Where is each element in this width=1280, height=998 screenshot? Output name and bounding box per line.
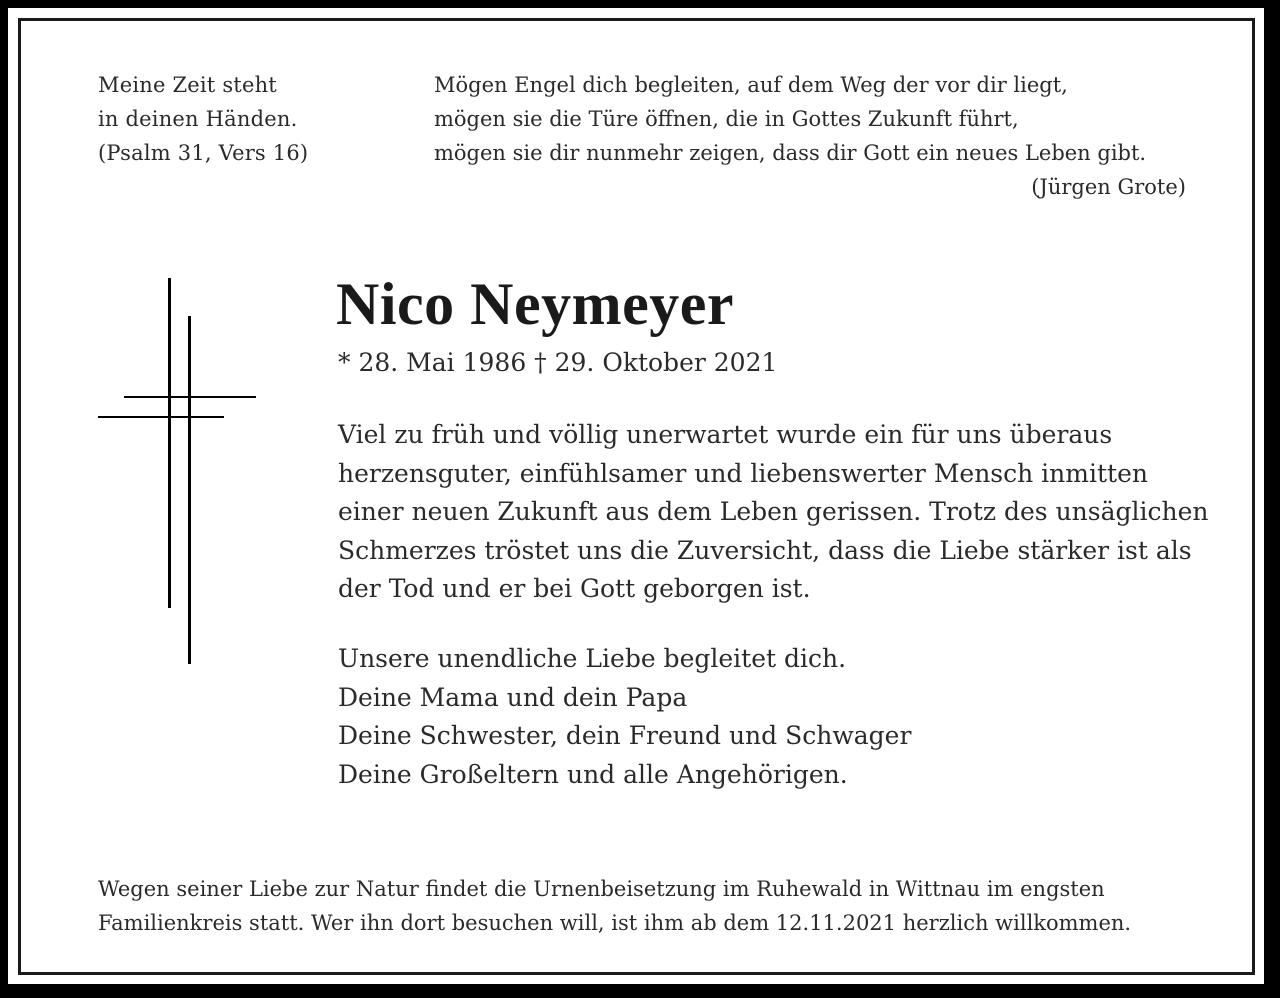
- psalm-line: in deinen Händen.: [98, 107, 298, 131]
- message-line: der Tod und er bei Gott geborgen ist.: [338, 574, 811, 603]
- psalm-reference: (Psalm 31, Vers 16): [98, 141, 309, 165]
- burial-notice: [98, 872, 1131, 940]
- family-line: Deine Großeltern und alle Angehörigen.: [338, 759, 848, 789]
- poem-line: Mögen Engel dich begleiten, auf dem Weg der vor dir liegt,: [434, 73, 1068, 97]
- family-line: Deine Mama und dein Papa: [338, 682, 688, 712]
- obituary-card: [8, 8, 1264, 984]
- condolence-message: [338, 416, 1209, 609]
- message-line: herzensguter, einfühlsamer und liebenswerter Mensch inmitten: [338, 458, 1148, 488]
- footer-line: Familienkreis statt. Wer ihn dort besuchen will, ist ihm ab dem 12.11.2021 herzlich willkommen.: [98, 911, 1132, 935]
- double-line-cross-icon: [98, 278, 258, 668]
- family-line: Deine Schwester, dein Freund und Schwager: [338, 721, 912, 750]
- message-line: Schmerzes tröstet uns die Zuversicht, dass die Liebe stärker ist als: [338, 535, 1192, 565]
- life-dates: * 28. Mai 1986 † 29. Oktober 2021: [338, 348, 778, 377]
- poem-quote: [434, 68, 1186, 204]
- message-line: Viel zu früh und völlig unerwartet wurde ein für uns überaus: [338, 420, 1113, 449]
- family-line: Unsere unendliche Liebe begleitet dich.: [338, 644, 847, 673]
- psalm-quote: [98, 68, 308, 170]
- poem-line: mögen sie dir nunmehr zeigen, dass dir Gott ein neues Leben gibt.: [434, 141, 1147, 165]
- deceased-name: Nico Neymeyer: [336, 271, 734, 337]
- footer-line: Wegen seiner Liebe zur Natur findet die Urnenbeisetzung im Ruhewald in Wittnau im engsten: [98, 877, 1105, 901]
- family-signature: [338, 640, 911, 794]
- psalm-line: Meine Zeit steht: [98, 73, 277, 97]
- message-line: einer neuen Zukunft aus dem Leben gerissen. Trotz des unsäglichen: [338, 497, 1209, 526]
- poem-line: mögen sie die Türe öffnen, die in Gottes Zukunft führt,: [434, 107, 1019, 131]
- poem-author: (Jürgen Grote): [1031, 175, 1186, 199]
